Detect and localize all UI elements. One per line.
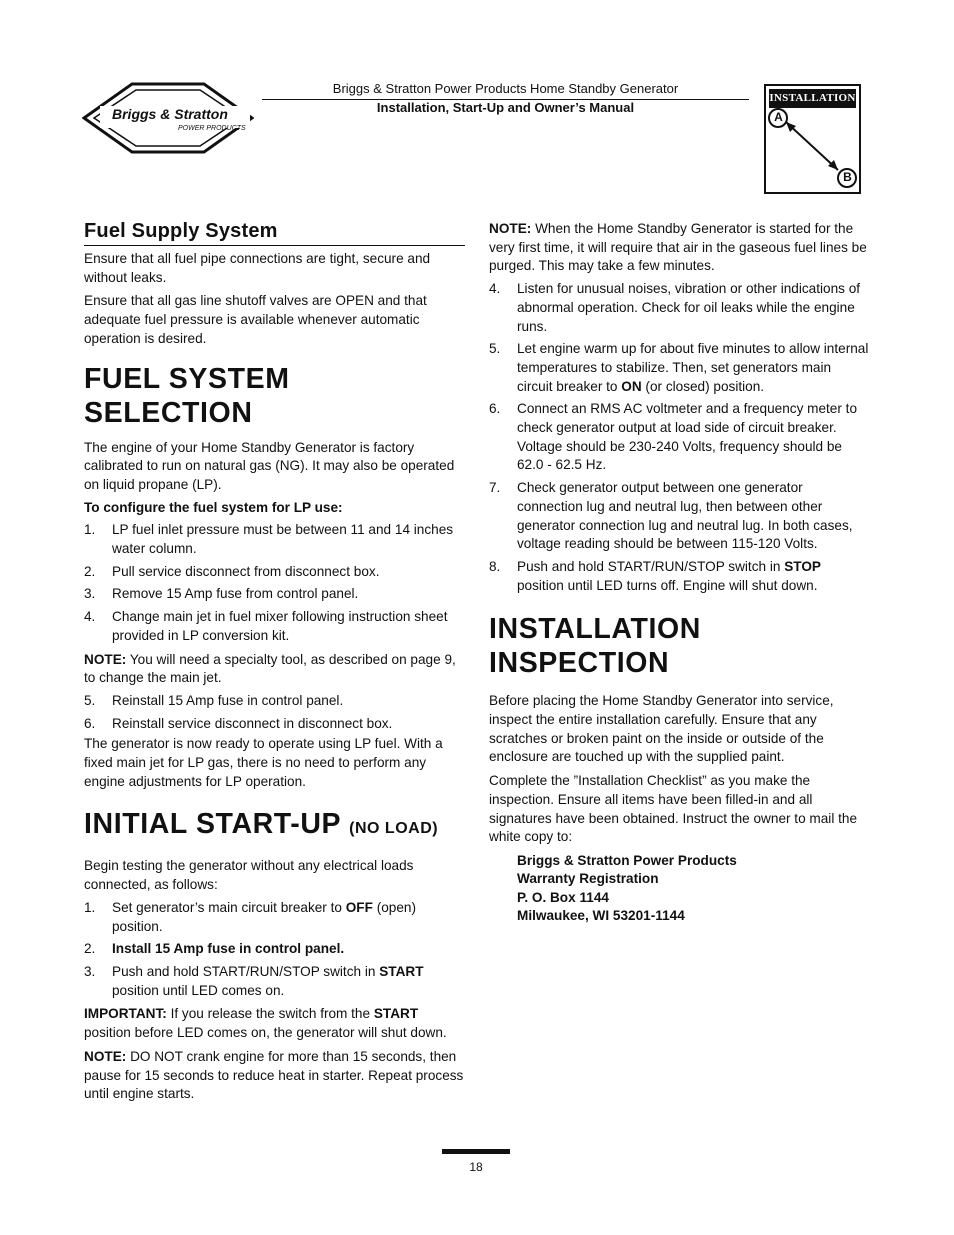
- inspection-p1: Before placing the Home Standby Generator into service, inspect the entire installation carefully. Ensure that any scratches or broken paint on the inside or outside of the enclosure are touched up with the supplied paint.: [489, 693, 834, 765]
- list-item: 1. Set generator’s main circuit breaker to OFF (open) position.: [84, 899, 416, 934]
- address-line: Briggs & Stratton Power Products: [517, 852, 737, 868]
- fuel-selection-p1: The engine of your Home Standby Generator is factory calibrated to run on natural gas (NG). It may also be operated on liquid propane (LP).: [84, 439, 455, 492]
- lp-ready-paragraph: The generator is now ready to operate using LP fuel. With a fixed main jet for LP gas, there is no need to perform any engine adjustments for LP operation.: [84, 736, 443, 789]
- badge-a: A: [774, 110, 783, 124]
- list-item: 2. Install 15 Amp fuse in control panel.: [84, 941, 345, 957]
- list-item: 7. Check generator output between one generator connection lug and neutral lug, then between other generator connection lug and neutral lug. In both cases, voltage reading should be between 115-120 Volts.: [489, 480, 853, 552]
- list-item: 5. Reinstall 15 Amp fuse in control panel.: [84, 692, 344, 708]
- brand-subtitle: POWER PRODUCTS: [178, 125, 246, 132]
- crank-note: NOTE: DO NOT crank engine for more than 15 seconds, then pause for 15 seconds to reduce heat in starter. Repeat process until engine starts.: [84, 1048, 464, 1102]
- brand-logo: [82, 82, 254, 154]
- note-text: You will need a specialty tool, as described on page 9, to change the main jet.: [84, 651, 456, 686]
- list-item: 6. Reinstall service disconnect in disconnect box.: [84, 715, 393, 731]
- list-item: 3. Push and hold START/RUN/STOP switch in START position until LED comes on.: [84, 963, 424, 998]
- installation-badge: [764, 84, 861, 194]
- badge-label: INSTALLATION: [769, 89, 856, 108]
- specialty-tool-note: [84, 651, 465, 688]
- fuel-supply-p2: Ensure that all gas line shutoff valves are OPEN and that adequate fuel pressure is available whenever automatic operation is desired.: [84, 293, 427, 346]
- startup-heading-suffix: (NO LOAD): [349, 820, 439, 838]
- inspection-p2: Complete the ”Installation Checklist” as you make the inspection. Ensure all items have been filled-in and all signatures have been obtained. Instruct the owner to mail the white copy to:: [489, 773, 858, 845]
- startup-intro: Begin testing the generator without any electrical loads connected, as follows:: [84, 858, 414, 893]
- mailing-address: [489, 852, 870, 926]
- list-item: 4. Change main jet in fuel mixer following instruction sheet provided in LP conversion kit.: [84, 609, 448, 643]
- list-item: 6. Connect an RMS AC voltmeter and a frequency meter to check generator output at load side of circuit breaker. Voltage should be 230-240 Volts, frequency should be 62.0 - 62.5 Hz.: [489, 401, 858, 473]
- page-number: 18: [469, 1160, 483, 1174]
- list-item: 4. Listen for unusual noises, vibration or other indications of abnormal operation. Check for oil leaks while the engine runs.: [489, 281, 861, 334]
- footer-bar: [442, 1149, 510, 1154]
- list-item: 8. Push and hold START/RUN/STOP switch in STOP position until LED turns off. Engine will shut down.: [489, 558, 821, 593]
- heading-installation-inspection: [489, 612, 870, 680]
- heading-fuel-supply: Fuel Supply System: [84, 220, 278, 242]
- address-line: Warranty Registration: [517, 871, 659, 887]
- document-subtitle: Installation, Start-Up and Owner’s Manual: [376, 100, 635, 115]
- important-note: IMPORTANT: If you release the switch from the START position before LED comes on, the generator will shut down.: [84, 1006, 447, 1041]
- left-column: [84, 220, 465, 1104]
- lp-steps-list: [84, 521, 465, 645]
- list-item: 5. Let engine warm up for about five minutes to allow internal temperatures to stabilize. Then, set generators main circuit breaker to ON (or closed) position.: [489, 341, 869, 394]
- address-line: Milwaukee, WI 53201-1144: [517, 908, 685, 924]
- note-label: NOTE:: [84, 651, 127, 667]
- inspection-heading-line2: INSPECTION: [489, 647, 670, 680]
- fuel-supply-p1: Ensure that all fuel pipe connections are tight, secure and without leaks.: [84, 251, 431, 285]
- document-title: Briggs & Stratton Power Products Home Standby Generator: [332, 81, 679, 96]
- startup-heading-main: INITIAL START-UP: [84, 808, 341, 841]
- heading-initial-startup: [84, 807, 465, 846]
- startup-steps-list: [84, 899, 465, 1001]
- right-column: [489, 220, 870, 926]
- list-item: 3. Remove 15 Amp fuse from control panel.: [84, 586, 359, 602]
- lp-steps-list-2: [84, 692, 465, 733]
- inspection-heading-line1: INSTALLATION: [489, 613, 701, 646]
- list-item: 2. Pull service disconnect from disconnect box.: [84, 563, 380, 579]
- startup-steps-list-continued: [489, 280, 870, 595]
- brand-name: Briggs & Stratton: [112, 106, 228, 122]
- heading-fuel-selection: FUEL SYSTEM SELECTION: [84, 362, 290, 429]
- address-line: P. O. Box 1144: [517, 889, 609, 905]
- heading-rule: [84, 245, 465, 246]
- badge-b: B: [843, 170, 852, 184]
- configure-label: To configure the fuel system for LP use:: [84, 499, 343, 515]
- list-item: 1. LP fuel inlet pressure must be between 11 and 14 inches water column.: [84, 522, 454, 557]
- purge-note: NOTE: When the Home Standby Generator is started for the very first time, it will require that air in the gaseous fuel lines be purged. This may take a few minutes.: [489, 221, 867, 274]
